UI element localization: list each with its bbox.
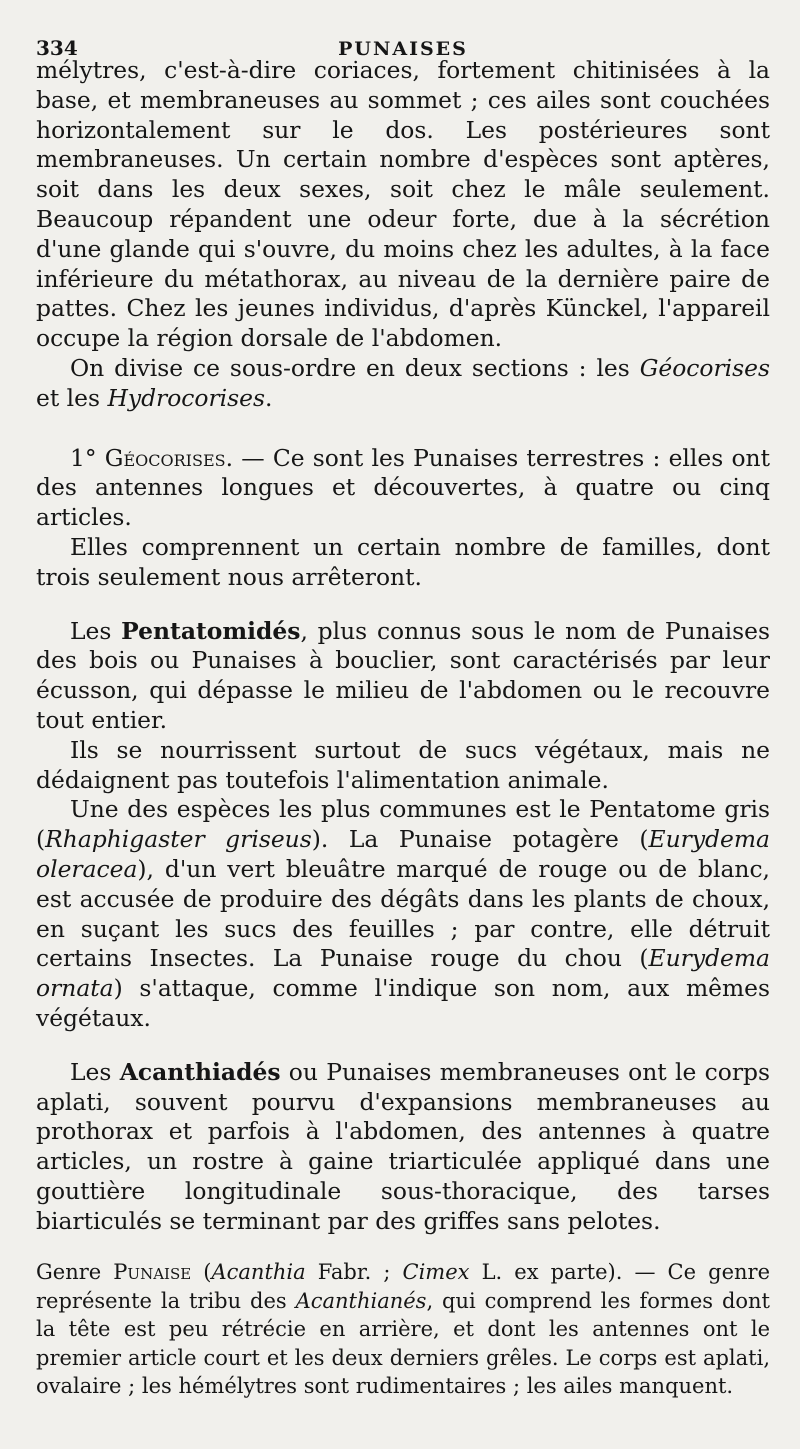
main-text: [36, 56, 770, 1236]
species-name: Rhaphigaster griseus: [45, 825, 312, 854]
species-name: Eurydema oleracea: [36, 825, 770, 883]
term-hydrocorises: Hydrocorises: [107, 383, 265, 412]
page-number: 334: [36, 36, 78, 60]
genus-note: [36, 1258, 770, 1401]
genus-latin: Cimex: [402, 1260, 470, 1285]
paragraph-2: On divise ce sous-ordre en deux sections : les Géocorises et les Hydrocorises.: [36, 353, 770, 412]
section-label: 1° Géocorises.: [70, 443, 234, 472]
paragraph-1: mélytres, c'est-à-dire coriaces, fortement chitinisées à la base, et membraneuses au sommet ; ces ailes sont couchées horizontalement sur le dos. Les postérieures sont membraneuses. Un certain nombre d'espèces sont aptères, soit dans les deux sexes, soit chez le mâle seulement. Beaucoup répandent une odeur forte, due à la sécrétion d'une glande qui s'ouvre, du moins chez les adultes, à la face inférieure du métathorax, au niveau de la dernière paire de pattes. Chez les jeunes individus, d'après Künckel, l'appareil occupe la région dorsale de l'abdomen.: [36, 56, 770, 353]
paragraph-7: Une des espèces les plus communes est le Pentatome gris (Rhaphigaster griseus). La Punaise potagère (Eurydema oleracea), d'un vert bleuâtre marqué de rouge ou de blanc, est accusée de produire des dégâts dans les plants de choux, en suçant les sucs des feuilles ; par contre, elle détruit certains Insectes. La Punaise rouge du chou (Eurydema ornata) s'attaque, comme l'indique son nom, aux mêmes végétaux.: [36, 795, 770, 1032]
paragraph-genre: Genre Punaise (Acanthia Fabr. ; Cimex L. ex parte). — Ce genre représente la tribu des Acanthianés, qui comprend les formes dont la tête est peu rétrécie en arrière, et dont les antennes ont le premier article court et les deux derniers grêles. Le corps est aplati, ovalaire ; les hémélytres sont rudimentaires ; les ailes manquent.: [36, 1260, 771, 1399]
species-name: Eurydema ornata: [36, 944, 770, 1003]
tribe-name: Acanthianés: [295, 1288, 427, 1313]
paragraph-6: Ils se nourrissent surtout de sucs végétaux, mais ne dédaignent pas toutefois l'alimentation animale.: [36, 735, 770, 794]
family-name-acanthiades: Acanthiadés: [119, 1057, 281, 1086]
paragraph-geocorises: 1° Géocorises. — Ce sont les Punaises terrestres : elles ont des antennes longues et découvertes, à quatre ou cinq articles.: [36, 443, 770, 532]
paragraph-4: Elles comprennent un certain nombre de familles, dont trois seulement nous arrêteront.: [36, 532, 770, 591]
genus-name: Punaise: [113, 1260, 192, 1285]
running-head: PUNAISES: [338, 38, 468, 60]
page-header: [36, 22, 770, 60]
genus-latin: Acanthia: [211, 1260, 306, 1285]
paragraph-acanthiades: Les Acanthiadés ou Punaises membraneuses ont le corps aplati, souvent pourvu d'expansions membraneuses au prothorax et parfois à l'abdomen, des antennes à quatre articles, un rostre à gaine triarticulée appliqué dans une gouttière longitudinale sous-thoracique, des tarses biarticulés se terminant par des griffes sans pelotes.: [36, 1057, 770, 1235]
family-name-pentatomides: Pentatomidés: [121, 616, 301, 645]
paragraph-pentatomides: Les Pentatomidés, plus connus sous le nom de Punaises des bois ou Punaises à bouclier, sont caractérisés par leur écusson, qui dépasse le milieu de l'abdomen ou le recouvre tout entier.: [36, 616, 770, 734]
term-geocorises: Géocorises: [639, 353, 770, 382]
